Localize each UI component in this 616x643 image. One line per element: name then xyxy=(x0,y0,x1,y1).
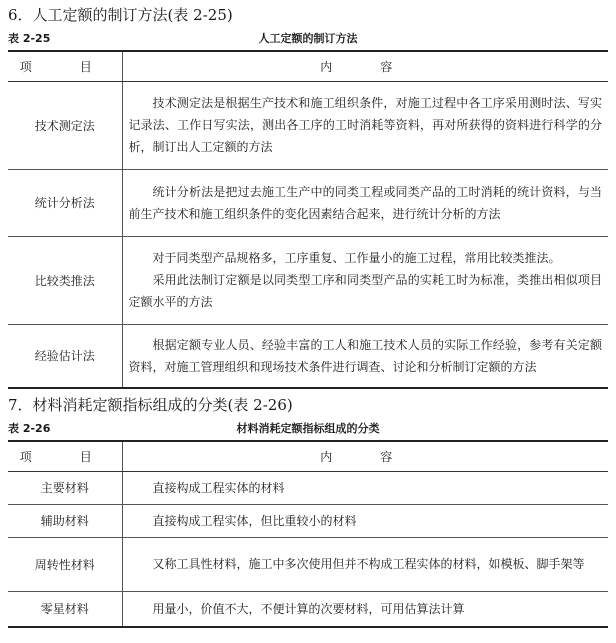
row-content xyxy=(122,236,608,324)
row-item: 经验估计法 xyxy=(8,324,122,388)
table-row xyxy=(8,81,608,169)
header-item: 项 目 xyxy=(8,441,122,471)
table-row xyxy=(8,537,608,591)
row-paragraph: 对于同类型产品规格多，工序重复、工作量小的施工过程，常用比较类推法。 xyxy=(152,251,561,265)
row-paragraph: 又称工具性材料，施工中多次使用但并不构成工程实体的材料，如模板、脚手架等 xyxy=(152,557,585,571)
table-row xyxy=(8,471,608,504)
row-paragraph: 技术测定法是根据生产技术和施工组织条件，对施工过程中各工序采用测时法、写实记录法、工作日写实法，测出各工序的工时消耗等资料，再对所获得的资料进行科学的分析，制订出人工定额的方法 xyxy=(128,96,602,154)
row-item: 统计分析法 xyxy=(8,169,122,236)
row-content xyxy=(122,471,608,504)
row-paragraph: 采用此法制订定额是以同类型工序和同类型产品的实耗工时为标准，类推出相似项目定额水平的方法 xyxy=(128,273,602,309)
row-paragraph: 直接构成工程实体，但比重较小的材料 xyxy=(152,513,357,528)
table-row xyxy=(8,236,608,324)
table-name: 人工定额的制订方法 xyxy=(258,32,358,45)
table-header-row xyxy=(8,51,608,81)
row-content xyxy=(122,591,608,627)
table-header-row xyxy=(8,441,608,471)
row-item: 辅助材料 xyxy=(8,504,122,537)
table-number: 表 2-25 xyxy=(8,32,51,45)
row-item: 主要材料 xyxy=(8,471,122,504)
table-row xyxy=(8,504,608,537)
section-6-title: 6．人工定额的制订方法(表 2-25) xyxy=(8,6,233,24)
row-content xyxy=(122,504,608,537)
table-row xyxy=(8,591,608,627)
table-row xyxy=(8,324,608,388)
row-paragraph: 直接构成工程实体的材料 xyxy=(152,480,285,495)
row-item: 技术测定法 xyxy=(8,81,122,169)
table-2-25-caption xyxy=(8,30,608,48)
header-content: 内 容 xyxy=(122,441,608,471)
row-item: 比较类推法 xyxy=(8,236,122,324)
section-7-title: 7．材料消耗定额指标组成的分类(表 2-26) xyxy=(8,396,293,414)
header-item: 项 目 xyxy=(8,51,122,81)
row-content xyxy=(122,81,608,169)
row-content xyxy=(122,324,608,388)
row-content xyxy=(122,537,608,591)
table-row xyxy=(8,169,608,236)
row-content xyxy=(122,169,608,236)
table-2-25 xyxy=(8,50,608,389)
table-2-26 xyxy=(8,440,608,628)
row-paragraph: 统计分析法是把过去施工生产中的同类工程或同类产品的工时消耗的统计资料，与当前生产技术和施工组织条件的变化因素结合起来，进行统计分析的方法 xyxy=(128,184,602,221)
table-name: 材料消耗定额指标组成的分类 xyxy=(236,422,380,435)
row-paragraph: 用量小，价值不大，不便计算的次要材料，可用估算法计算 xyxy=(152,601,465,616)
row-paragraph: 根据定额专业人员、经验丰富的工人和施工技术人员的实际工作经验，参考有关定额资料，对施工管理组织和现场技术条件进行调查、讨论和分析制订定额的方法 xyxy=(128,337,602,374)
header-content: 内 容 xyxy=(122,51,608,81)
row-item: 周转性材料 xyxy=(8,537,122,591)
row-item: 零星材料 xyxy=(8,591,122,627)
table-number: 表 2-26 xyxy=(8,422,51,435)
table-2-26-caption xyxy=(8,420,608,438)
